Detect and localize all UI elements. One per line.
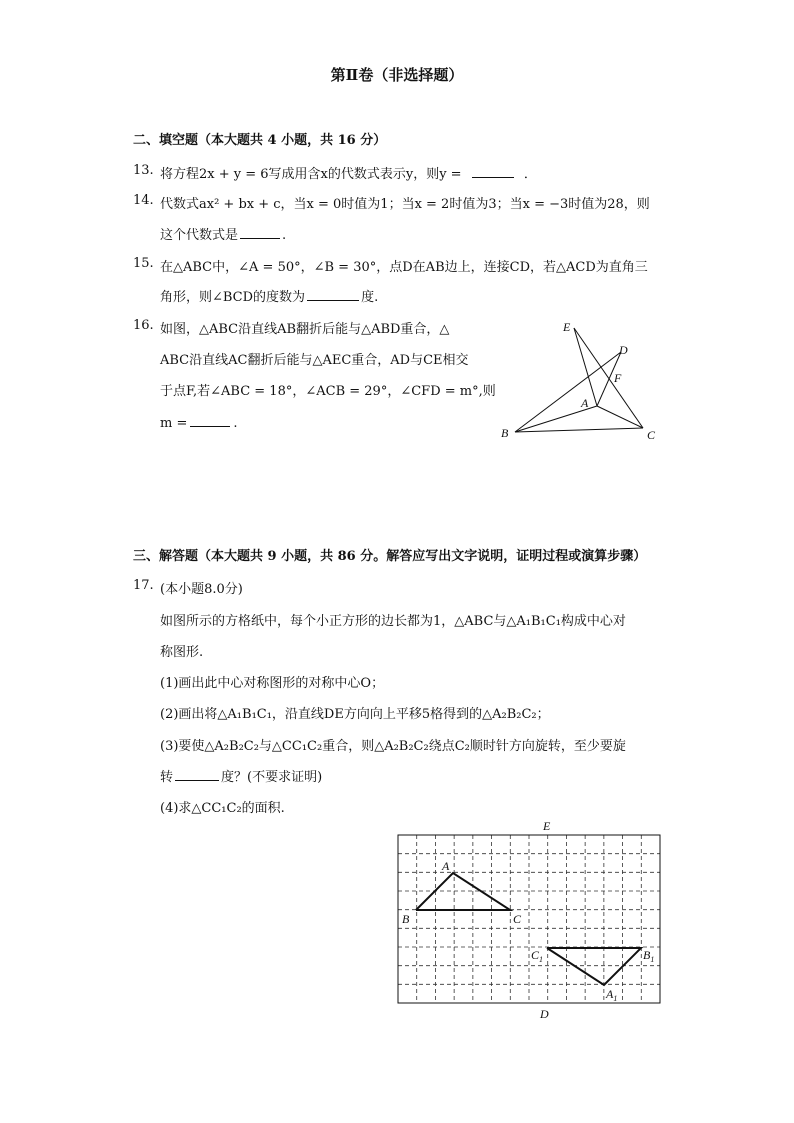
q17-part3-line1: (3)要使△A₂B₂C₂与△CC₁C₂重合，则△A₂B₂C₂绕点C₂顺时针方向旋转，至少要旋 [160,739,626,754]
q15-number: 15. [133,256,154,271]
triangle-ABC [416,873,510,910]
answer-blank[interactable] [240,224,280,239]
q17-part1: (1)画出此中心对称图形的对称中心O； [160,676,385,691]
q14-line2: 这个代数式是 . [160,224,286,243]
label-E: E [563,320,571,334]
answer-blank[interactable] [307,286,359,301]
label-D: D [540,1007,549,1021]
q17-part3-line2: 转 度？(不要求证明) [160,766,322,785]
q15-line1: 在△ABC中，∠A = 50°，∠B = 30°，点D在AB边上，连接CD，若△ACD为直角三 [160,260,648,275]
q16-number: 16. [133,318,154,333]
label-B1: $B_1$ [643,948,655,964]
q16-line4: m = . [160,412,238,431]
label-A1: $A_1$ [606,987,618,1003]
q17-grid-figure [390,815,675,1025]
section2-heading: 二、填空题（本大题共 4 小题，共 16 分） [133,133,387,148]
label-E: E [543,819,551,833]
answer-blank[interactable] [175,766,219,781]
q16-line2: ABC沿直线AC翻折后能与△AEC重合，AD与CE相交 [160,353,469,368]
label-A: A [581,396,589,410]
q17-number: 17. [133,578,154,593]
label-C: C [513,912,522,926]
label-F: F [614,371,622,385]
label-B: B [501,426,509,440]
page-title: 第Ⅱ卷（非选择题） [330,66,464,84]
q16-line1: 如图，△ABC沿直线AB翻折后能与△ABD重合，△ [160,322,450,337]
figure16-triangle-diagram [495,315,670,445]
grid-dashed-lines [398,835,660,1003]
answer-blank[interactable] [472,163,514,178]
label-B: B [402,912,410,926]
label-C: C [647,428,656,442]
q17-part4: (4)求△CC₁C₂的面积. [160,801,285,816]
q17-intro-line1: 如图所示的方格纸中，每个小正方形的边长都为1，△ABC与△A₁B₁C₁构成中心对 [160,614,626,629]
q17-intro-line2: 称图形. [160,645,204,660]
section3-heading: 三、解答题（本大题共 9 小题，共 86 分。解答应写出文字说明，证明过程或演算步骤） [133,549,647,564]
q17-part2: (2)画出将△A₁B₁C₁，沿直线DE方向向上平移5格得到的△A₂B₂C₂； [160,707,550,722]
q17-score: (本小题8.0分) [160,582,243,597]
q15-line2: 角形，则∠BCD的度数为 度. [160,286,378,305]
q14-line1: 代数式ax² + bx + c，当x = 0时值为1；当x = 2时值为3；当x = −3时值为28，则 [160,197,650,212]
q13-number: 13. [133,163,154,178]
q16-line3: 于点F,若∠ABC = 18°，∠ACB = 29°，∠CFD = m°,则 [160,384,496,399]
label-A: A [442,859,450,873]
label-C1: $C_1$ [531,948,544,964]
label-D: D [619,343,628,357]
q13-text: 将方程2x + y = 6写成用含x的代数式表示y，则y = ． [160,163,537,182]
answer-blank[interactable] [190,412,230,427]
q14-number: 14. [133,193,154,208]
triangle-A1B1C1 [547,948,641,985]
